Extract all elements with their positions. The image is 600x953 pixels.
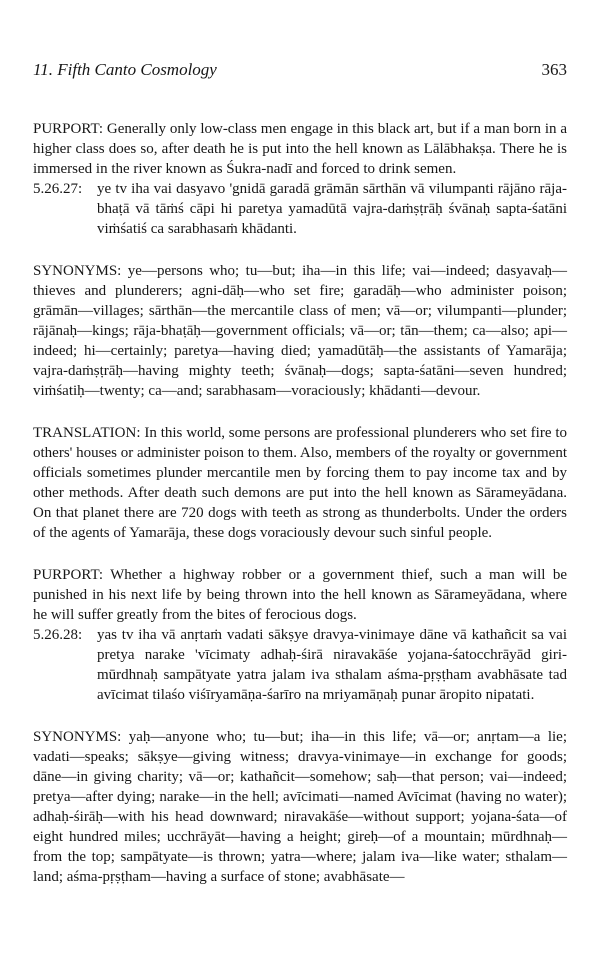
chapter-title: 11. Fifth Canto Cosmology <box>33 60 217 79</box>
running-header <box>33 60 567 80</box>
translation-paragraph: TRANSLATION: In this world, some persons are professional plunderers who set fire to others' houses or administer poison to them. Also, members of the royalty or government officials sometimes plunder mercantile men by forcing them to pay income tax and by other methods. After death such demons are put into the hell known as Sārameyādana. On that planet there are 720 dogs with teeth as strong as thunderbolts. Under the orders of the agents of Yamarāja, these dogs voraciously devour such sinful people. <box>33 425 567 541</box>
purport-paragraph: PURPORT: Whether a highway robber or a government thief, such a man will be punished in his next life by being thrown into the hell known as Sārameyādana, where he will suffer greatly from the bites of ferocious dogs. <box>33 567 567 623</box>
purport-paragraph: PURPORT: Generally only low-class men engage in this black art, but if a man born in a higher class does so, after death he is put into the hell known as Lālābhakṣa. There he is immersed in the river known as Śukra-nadī and forced to drink semen. <box>33 121 567 177</box>
page-number: 363 <box>541 60 567 79</box>
verse-number: 5.26.28: <box>33 627 83 643</box>
page-body <box>33 119 567 887</box>
synonyms-paragraph: SYNONYMS: ye—persons who; tu—but; iha—in this life; vai—indeed; dasyavaḥ—thieves and plunderers; agni-dāḥ—who set fire; garadāḥ—who administer poison; grāmān—villages; sārthān—the mercantile class of men; vā—or; vilumpanti—plunder; rājānaḥ—kings; rāja-bhaṭāḥ—government officials; vā—or; tān—them; ca—also; api—indeed; hi—certainly; paretya—having died; yamadūtāḥ—the assistants of Yamarāja; vajra-daṁṣṭrāḥ—having mighty teeth; śvānaḥ—dogs; sapta-śatāni—seven hundred; viṁśatiḥ—twenty; ca—and; sarabhasam—voraciously; khādanti—devour. <box>33 263 567 399</box>
verse-block <box>33 625 567 705</box>
verse-block <box>33 179 567 239</box>
verse-number: 5.26.27: <box>33 181 83 197</box>
verse-text: yas tv iha vā anṛtaṁ vadati sākṣye dravya-vinimaye dāne vā kathañcit sa vai pretya narake 'vīcimaty adhaḥ-śirā niravakāśe yojana-śatocchrāyād giri-mūrdhnaḥ sampātyate yatra jalam iva sthalam aśma-pṛṣṭham avabhāsate tad avīcimat tilaśo viśīryamāṇa-śarīro na mriyamāṇaḥ punar āropito nipatati. <box>97 627 567 703</box>
synonyms-paragraph: SYNONYMS: yaḥ—anyone who; tu—but; iha—in this life; vā—or; anṛtam—a lie; vadati—speaks; sākṣye—giving witness; dravya-vinimaye—in exchange for goods; dāne—in giving charity; vā—or; kathañcit—somehow; saḥ—that person; vai—indeed; pretya—after dying; narake—in the hell; avīcimati—named Avīcimat (having no water); adhaḥ-śirāḥ—with his head downward; niravakāśe—without support; yojana-śata—of eight hundred miles; ucchrāyāt—having a height; gireḥ—of a mountain; mūrdhnaḥ—from the top; sampātyate—is thrown; yatra—where; jalam iva—like water; sthalam—land; aśma-pṛṣṭham—having a surface of stone; avabhāsate— <box>33 729 567 885</box>
verse-text: ye tv iha vai dasyavo 'gnidā garadā grāmān sārthān vā vilumpanti rājāno rāja-bhaṭā vā tāṁś cāpi hi paretya yamadūtā vajra-daṁṣṭrāḥ śvānaḥ sapta-śatāni viṁśatiś ca sarabhasaṁ khādanti. <box>97 181 567 237</box>
